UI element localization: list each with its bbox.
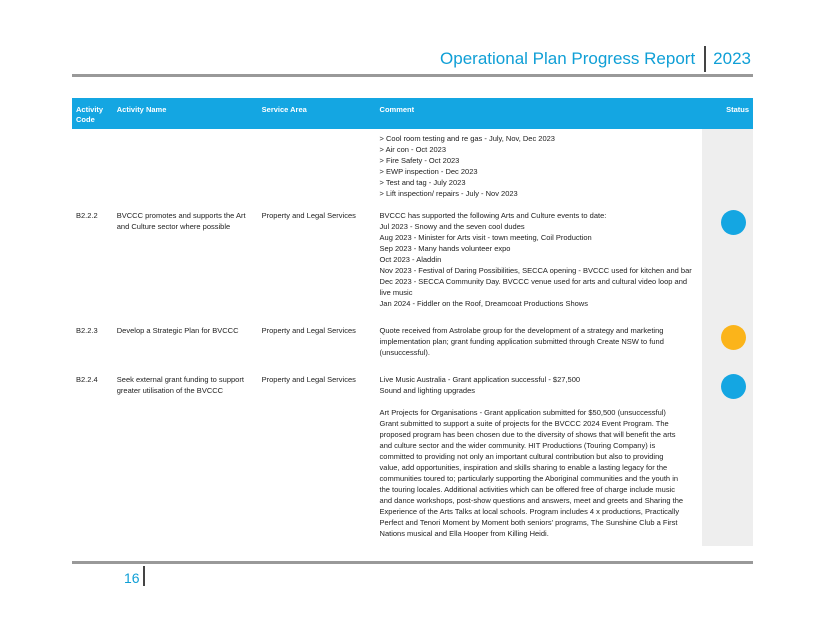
- col-header-status: Status: [726, 105, 749, 114]
- comment-line: Quote received from Astrolabe group for the development of a strategy and marketing: [379, 326, 664, 335]
- activity-name: Develop a Strategic Plan for BVCCC: [116, 326, 239, 335]
- comment-line: Dec 2023 - SECCA Community Day. BVCCC venue used for arts and cultural video loop and: [379, 277, 688, 286]
- status-indicator: [721, 325, 746, 350]
- comment-cell: [376, 366, 702, 546]
- table-header: [72, 98, 753, 129]
- table-row: [72, 202, 753, 317]
- activity-code: B2.2.4: [76, 375, 98, 384]
- table-row: [72, 317, 753, 366]
- comment-line: Experience of the Arts Talks at local schools. Program includes 4 x productions, Practically: [379, 507, 680, 516]
- comment-line: > Lift inspection/ repairs - July - Nov 2023: [379, 189, 518, 198]
- status-cell: [702, 366, 753, 546]
- service-area: Property and Legal Services: [261, 211, 356, 220]
- col-header-area: Service Area: [261, 105, 307, 114]
- report-title: Operational Plan Progress Report: [440, 49, 696, 68]
- comment-line: committed to providing not only an important cultural contribution but also to providing: [379, 452, 664, 461]
- report-header: [440, 46, 751, 72]
- comment-line: > Air con - Oct 2023: [379, 145, 447, 154]
- comment-line: Oct 2023 - Aladdin: [379, 255, 442, 264]
- activity-code: B2.2.3: [76, 326, 98, 335]
- status-indicator: [721, 374, 746, 399]
- comment-cell: [376, 202, 702, 317]
- comment-line: Sound and lighting upgrades: [379, 386, 476, 395]
- activity-name: Seek external grant funding to support greater utilisation of the BVCCC: [116, 375, 244, 395]
- comment-cell: [376, 317, 702, 366]
- status-indicator: [721, 210, 746, 235]
- col-header-code: Activity Code: [76, 105, 104, 124]
- comment-line: the touring locales. Additional activities which can be offered free of charge include music: [379, 485, 675, 494]
- table-row: [72, 366, 753, 546]
- status-cell: [702, 202, 753, 317]
- bottom-rule: [72, 561, 753, 564]
- report-year: 2023: [713, 49, 751, 68]
- comment-line: Art Projects for Organisations - Grant application submitted for $50,500 (unsuccessful): [379, 408, 666, 417]
- comment-line: > EWP inspection - Dec 2023: [379, 167, 478, 176]
- comment-line: Live Music Australia - Grant application successful - $27,500: [379, 375, 581, 384]
- comment-line: [380, 396, 698, 407]
- activity-name: BVCCC promotes and supports the Art and Culture sector where possible: [116, 211, 246, 231]
- comment-line: Grant submitted to support a suite of projects for the BVCCC 2024 Event Program. The: [379, 419, 669, 428]
- service-area: Property and Legal Services: [261, 326, 356, 335]
- comment-line: > Fire Safety - Oct 2023: [379, 156, 460, 165]
- comment-line: proposed program has been chosen due to the diversity of shows that will benefit the arts: [379, 430, 676, 439]
- top-rule: [72, 74, 753, 77]
- comment-line: > Test and tag - July 2023: [379, 178, 466, 187]
- activity-code: B2.2.2: [76, 211, 98, 220]
- comment-line: Jan 2024 - Fiddler on the Roof, Dreamcoat Productions Shows: [379, 299, 588, 308]
- status-cell: [702, 317, 753, 366]
- header-divider: [704, 46, 706, 72]
- comment-line: and culture sector and the wider community. HIT Productions (Touring Company) is: [379, 441, 656, 450]
- comment-line: (unsuccessful).: [379, 348, 430, 357]
- page-number-bar: [143, 566, 145, 586]
- comment-line: Nations musical and Ella Hooper from Killing Heidi.: [379, 529, 549, 538]
- comment-line: Sep 2023 - Many hands volunteer expo: [379, 244, 511, 253]
- activity-table: [72, 98, 753, 546]
- page-number: 16: [124, 570, 140, 586]
- comment-line: live music: [379, 288, 413, 297]
- service-area: Property and Legal Services: [261, 375, 356, 384]
- comment-line: Aug 2023 - Minister for Arts visit - town meeting, Coil Production: [379, 233, 592, 242]
- comment-line: Perfect and Tenori Moment by Moment both seniors' programs, The Sunshine Club a First: [379, 518, 678, 527]
- col-header-comment: Comment: [379, 105, 415, 114]
- comment-line: Jul 2023 - Snowy and the seven cool dudes: [379, 222, 525, 231]
- comment-line: > Cool room testing and re gas - July, Nov, Dec 2023: [379, 134, 555, 143]
- comment-line: Nov 2023 - Festival of Daring Possibilities, SECCA opening - BVCCC used for kitchen and bar: [379, 266, 692, 275]
- comment-line: value, add opportunities, inspiration and skills sharing to enable a lasting legacy for the: [379, 463, 668, 472]
- comment-line: implementation plan; grant funding application submitted through Create NSW to fund: [379, 337, 664, 346]
- comment-line: BVCCC has supported the following Arts and Culture events to date:: [379, 211, 607, 220]
- table-row-continued: [72, 129, 753, 202]
- comment-line: communities toured to; particularly supporting the Aboriginal communities and the youth in: [379, 474, 679, 483]
- col-header-name: Activity Name: [116, 105, 167, 114]
- comment-line: and dance workshops, post-show questions and answers, meet and greets and Sharing the: [379, 496, 684, 505]
- status-cell: [702, 129, 753, 202]
- comment-cell: [376, 133, 702, 202]
